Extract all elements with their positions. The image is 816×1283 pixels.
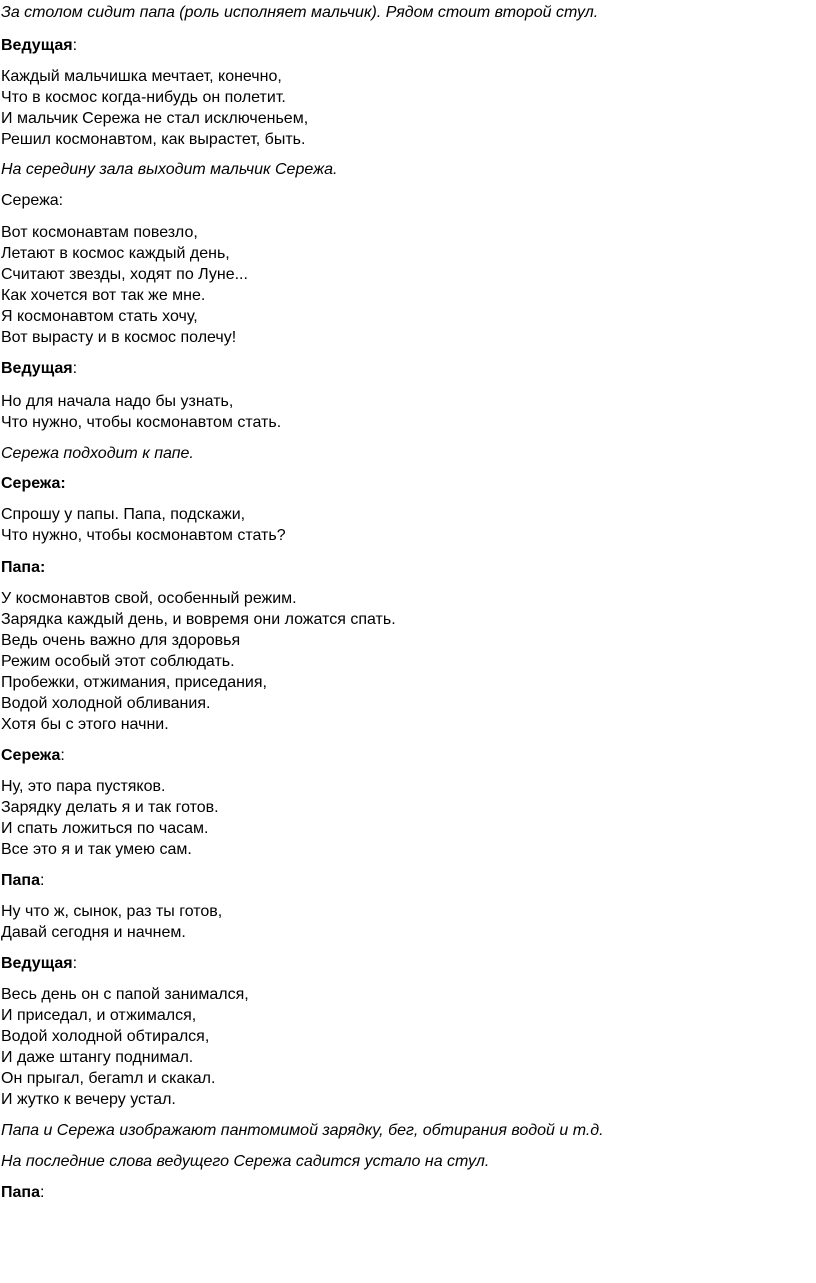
speaker-label [1,35,816,56]
speaker-label [1,745,816,766]
verse-line: Как хочется вот так же мне. [1,287,206,304]
stage-direction: На последние слова ведущего Сережа садится устало на стул. [1,1153,490,1170]
speaker-label [1,473,816,494]
verse-stanza [1,66,816,150]
verse-line: Что нужно, чтобы космонавтом стать? [1,527,286,544]
stage-direction: На середину зала выходит мальчик Сережа. [1,161,338,178]
verse-line: Все это я и так умею сам. [1,841,192,858]
speaker-colon: : [72,360,78,377]
speaker-name: Ведущая [1,360,73,377]
verse-line: Но для начала надо бы узнать, [1,393,234,410]
speaker-name: Папа: [1,559,46,576]
speaker-colon: : [72,37,78,54]
verse-line: Ну, это пара пустяков. [1,778,166,795]
verse-line: Вот вырасту и в космос полечу! [1,329,237,346]
verse-stanza [1,222,816,348]
verse-line: И жутко к вечеру устал. [1,1091,176,1108]
verse-stanza [1,776,816,860]
verse-line: Летают в космос каждый день, [1,245,230,262]
verse-line: Считают звезды, ходят по Луне... [1,266,248,283]
speaker-colon: : [39,1184,45,1201]
speaker-name: Сережа: [1,475,66,492]
speaker-colon: : [60,747,65,764]
verse-line: Хотя бы с этого начни. [1,716,169,733]
verse-line: Зарядку делать я и так готов. [1,799,219,816]
speaker-name: Сережа [1,747,61,764]
speaker-name: Ведущая [1,37,73,54]
verse-line: Режим особый этот соблюдать. [1,653,235,670]
verse-stanza [1,901,816,943]
verse-line: Ну что ж, сынок, раз ты готов, [1,903,223,920]
verse-line: Спрошу у папы. Папа, подскажи, [1,506,246,523]
verse-line: Пробежки, отжимания, приседания, [1,674,267,691]
speaker-label [1,557,816,578]
speaker-label [1,358,816,379]
verse-line: Весь день он с папой занимался, [1,986,249,1003]
speaker-label [1,953,816,974]
verse-line: Водой холодной обтирался, [1,1028,210,1045]
speaker-label: Сережа: [1,192,64,209]
verse-stanza [1,588,816,735]
verse-line: И приседал, и отжимался, [1,1007,197,1024]
speaker-label [1,870,816,891]
speaker-name: Папа [1,1184,40,1201]
verse-line: И спать ложиться по часам. [1,820,209,837]
verse-stanza [1,504,816,546]
stage-direction: Сережа подходит к папе. [1,445,194,462]
verse-line: Что в космос когда-нибудь он полетит. [1,89,286,106]
speaker-label [1,1182,816,1203]
stage-direction: Папа и Сережа изображают пантомимой зарядку, бег, обтирания водой и т.д. [1,1122,604,1139]
verse-line: Я космонавтом стать хочу, [1,308,198,325]
verse-line: Что нужно, чтобы космонавтом стать. [1,414,282,431]
speaker-colon: : [39,872,45,889]
speaker-name: Ведущая [1,955,73,972]
verse-line: Давай сегодня и начнем. [1,924,186,941]
verse-line: Решил космонавтом, как вырастет, быть. [1,131,306,148]
verse-stanza [1,391,816,433]
verse-line: Он прыгал, бегаmл и скакал. [1,1070,216,1087]
verse-stanza [1,984,816,1110]
verse-line: И даже штангу поднимал. [1,1049,194,1066]
speaker-name: Папа [1,872,40,889]
speaker-colon: : [72,955,78,972]
verse-line: Водой холодной обливания. [1,695,211,712]
stage-direction: За столом сидит папа (роль исполняет мальчик). Рядом стоит второй стул. [1,4,599,21]
verse-line: Ведь очень важно для здоровья [1,632,241,649]
verse-line: Зарядка каждый день, и вовремя они ложатся спать. [1,611,396,628]
verse-line: У космонавтов свой, особенный режим. [1,590,297,607]
verse-line: И мальчик Сережа не стал исключеньем, [1,110,309,127]
verse-line: Вот космонавтам повезло, [1,224,198,241]
verse-line: Каждый мальчишка мечтает, конечно, [1,68,282,85]
